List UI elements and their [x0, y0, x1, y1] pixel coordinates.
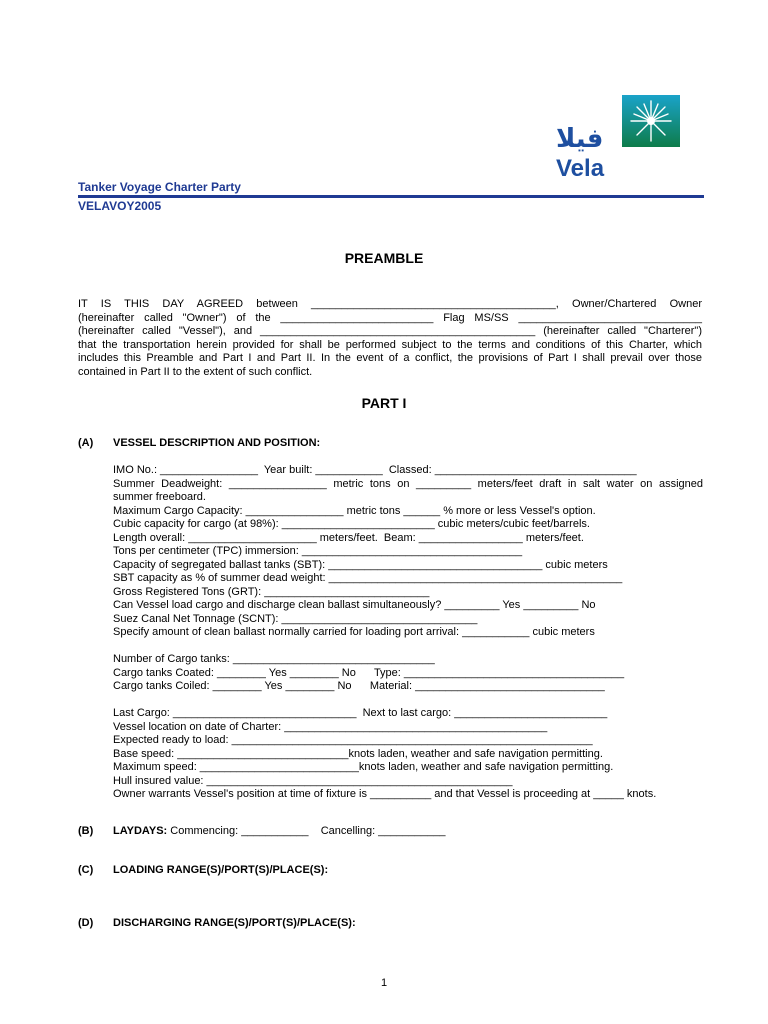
preamble-line: that the transportation herein provided for shall be performed subject to the terms and conditions of this Charter, which: [78, 338, 702, 351]
field-line: Can Vessel load cargo and discharge clean ballast simultaneously? _________ Yes _________ No: [113, 599, 596, 611]
section-a-letter: (A): [78, 437, 94, 449]
section-b-title: [113, 825, 445, 837]
field-line: Gross Registered Tons (GRT): ___________________________: [113, 585, 430, 598]
preamble-line: (hereinafter called "Vessel"), and _____________________________________________ (hereinafter called "Charterer"): [78, 325, 702, 337]
field-line: Last Cargo: ______________________________ Next to last cargo: _________________________: [113, 707, 608, 719]
laydays-label: LAYDAYS:: [113, 825, 168, 837]
field-line: Maximum Cargo Capacity: ________________ metric tons ______ % more or less Vessel's option.: [113, 504, 596, 517]
field-line: Vessel location on date of Charter: ___________________________________________: [113, 720, 548, 733]
spacer: [113, 694, 703, 708]
field-line: Cubic capacity for cargo (at 98%): _________________________ cubic meters/cubic feet/barrels.: [113, 518, 590, 530]
section-a-title: VESSEL DESCRIPTION AND POSITION:: [113, 437, 321, 449]
field-line: Expected ready to load: ___________________________________________________________: [113, 734, 593, 746]
page-number: 1: [380, 977, 388, 989]
field-line: Owner warrants Vessel's position at time of fixture is __________ and that Vessel is proceeding at _____ knots.: [113, 788, 657, 800]
field-line: Maximum speed: __________________________knots laden, weather and safe navigation permitting.: [113, 761, 614, 773]
document-code: VELAVOY2005: [78, 199, 162, 213]
section-c-title: LOADING RANGE(S)/PORT(S)/PLACE(S):: [113, 864, 329, 876]
field-line: Cargo tanks Coated: ________ Yes ________ No Type: ____________________________________: [113, 666, 625, 679]
vela-logo: [556, 95, 680, 180]
preamble-line: (hereinafter called "Owner") of the _________________________ Flag MS/SS ______________________________: [78, 311, 702, 324]
field-line: Base speed: ____________________________knots laden, weather and safe navigation permitting.: [113, 747, 603, 760]
laydays-fields: Commencing: ___________ Cancelling: ___________: [167, 825, 446, 837]
field-line: Hull insured value: __________________________________________________: [113, 774, 513, 787]
field-line: Specify amount of clean ballast normally carried for loading port arrival: ___________ cubic meters: [113, 626, 595, 638]
vela-logo-graphic: [556, 95, 680, 180]
preamble-paragraph: [78, 298, 702, 379]
header-rule: [78, 195, 704, 198]
field-line: IMO No.: ________________ Year built: ___________ Classed: _________________________________: [113, 464, 637, 476]
part1-heading: PART I: [361, 395, 407, 411]
section-c-letter: (C): [78, 864, 94, 876]
preamble-line: includes this Preamble and Part I and Part II. In the event of a conflict, the provisions of Part I shall prevail over those: [78, 352, 702, 364]
logo-latin: Vela: [556, 155, 605, 180]
preamble-line: contained in Part II to the extent of such conflict.: [78, 365, 313, 378]
document-title: Tanker Voyage Charter Party: [78, 180, 241, 194]
field-line: Cargo tanks Coiled: ________ Yes ________ No Material: _______________________________: [113, 680, 605, 692]
section-d-letter: (D): [78, 917, 94, 929]
field-line: Length overall: _____________________ meters/feet. Beam: _________________ meters/feet.: [113, 531, 584, 544]
field-line: Capacity of segregated ballast tanks (SBT): ___________________________________ cubic meters: [113, 558, 608, 571]
field-line: SBT capacity as % of summer dead weight: ________________________________________________: [113, 572, 623, 584]
logo-arabic: فيلا: [556, 124, 604, 154]
field-line: Number of Cargo tanks: _________________________________: [113, 653, 435, 665]
preamble-line: IT IS THIS DAY AGREED between ________________________________________, Owner/Chartered Owner: [78, 298, 702, 310]
section-b-letter: (B): [78, 825, 94, 837]
field-line: Tons per centimeter (TPC) immersion: ____________________________________: [113, 545, 523, 557]
field-line: summer freeboard.: [113, 491, 206, 503]
section-d-title: DISCHARGING RANGE(S)/PORT(S)/PLACE(S):: [113, 917, 356, 929]
vessel-description-fields: [113, 464, 703, 802]
spacer: [113, 640, 703, 654]
preamble-heading: PREAMBLE: [344, 250, 424, 266]
field-line: Suez Canal Net Tonnage (SCNT): ________________________________: [113, 612, 478, 625]
field-line: Summer Deadweight: ________________ metric tons on _________ meters/feet draft in salt water on assigned: [113, 477, 703, 490]
